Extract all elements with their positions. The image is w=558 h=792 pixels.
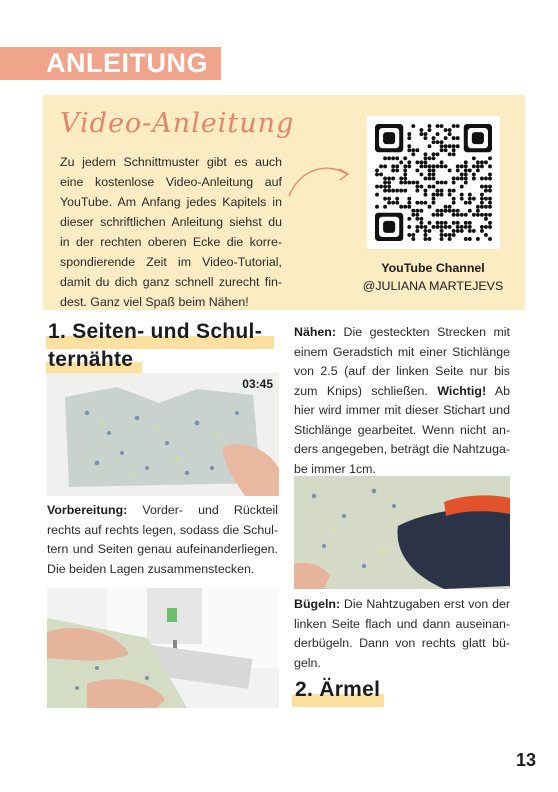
buegeln-paragraph [294, 595, 510, 673]
vorbereitung-text: Vorder- und Rückteil rechts auf rechts legen, sodass die Schultern und Seiten genau aufeinanderliegen. Die beiden Lagen zusammenstecken. [47, 503, 278, 576]
naehen-paragraph [294, 323, 510, 479]
video-timestamp: 03:45 [242, 377, 273, 391]
qr-code[interactable] [367, 116, 500, 249]
youtube-channel-label: YouTube Channel [381, 261, 485, 275]
section1-heading-line1: 1. Seiten- und Schul- [48, 320, 262, 343]
page-number: 13 [515, 750, 536, 770]
page-title: ANLEITUNG [46, 48, 208, 78]
buegeln-text: Die Nahtzugaben erst von der linken Seite flach und dann auseinanderbügeln. Dann von rechts glatt bügeln. [294, 597, 510, 670]
video-box-title: Video-Anleitung [60, 108, 295, 139]
ironing-photo [294, 476, 510, 589]
naehen-text-2: Ab hier wird immer mit dieser Stichart und Stichlänge gearbeitet. Wenn nicht anders angegeben, beträgt die Nahtzugabe immer 1cm. [294, 383, 510, 476]
vorbereitung-label: Vorbereitung: [47, 503, 128, 517]
naehen-warning: Wichtig! [437, 383, 487, 398]
naehen-text: Die gesteckten Strecken mit einem Geradstich mit einer Stichlänge von 2.5 (auf der linken Seite nur bis zum Knips) schließen. [294, 325, 510, 398]
section2-heading: 2. Ärmel [295, 678, 381, 701]
fabric-photo [47, 373, 279, 496]
arrow-icon [287, 160, 353, 200]
naehen-label: Nähen: [294, 325, 336, 339]
qr-code-icon [375, 124, 492, 241]
video-box-text: Zu jedem Schnittmuster gibt es auch eine kostenlose Video-Anleitung auf YouTube. Am Anfang jedes Kapitels in dieser schriftlichen Anleitung siehst du in der rechten oberen Ecke die korrespondierende Zeit im Video-Tutorial, damit du dich ganz schnell zurecht findest. Ganz viel Spaß beim Nähen! [60, 155, 282, 309]
section1-heading-line2: ternähte [48, 348, 134, 371]
youtube-channel-handle: @JULIANA MARTEJEVS [362, 279, 504, 293]
vorbereitung-paragraph [47, 501, 278, 579]
buegeln-label: Bügeln: [294, 597, 341, 611]
sewing-machine-photo [47, 588, 279, 708]
